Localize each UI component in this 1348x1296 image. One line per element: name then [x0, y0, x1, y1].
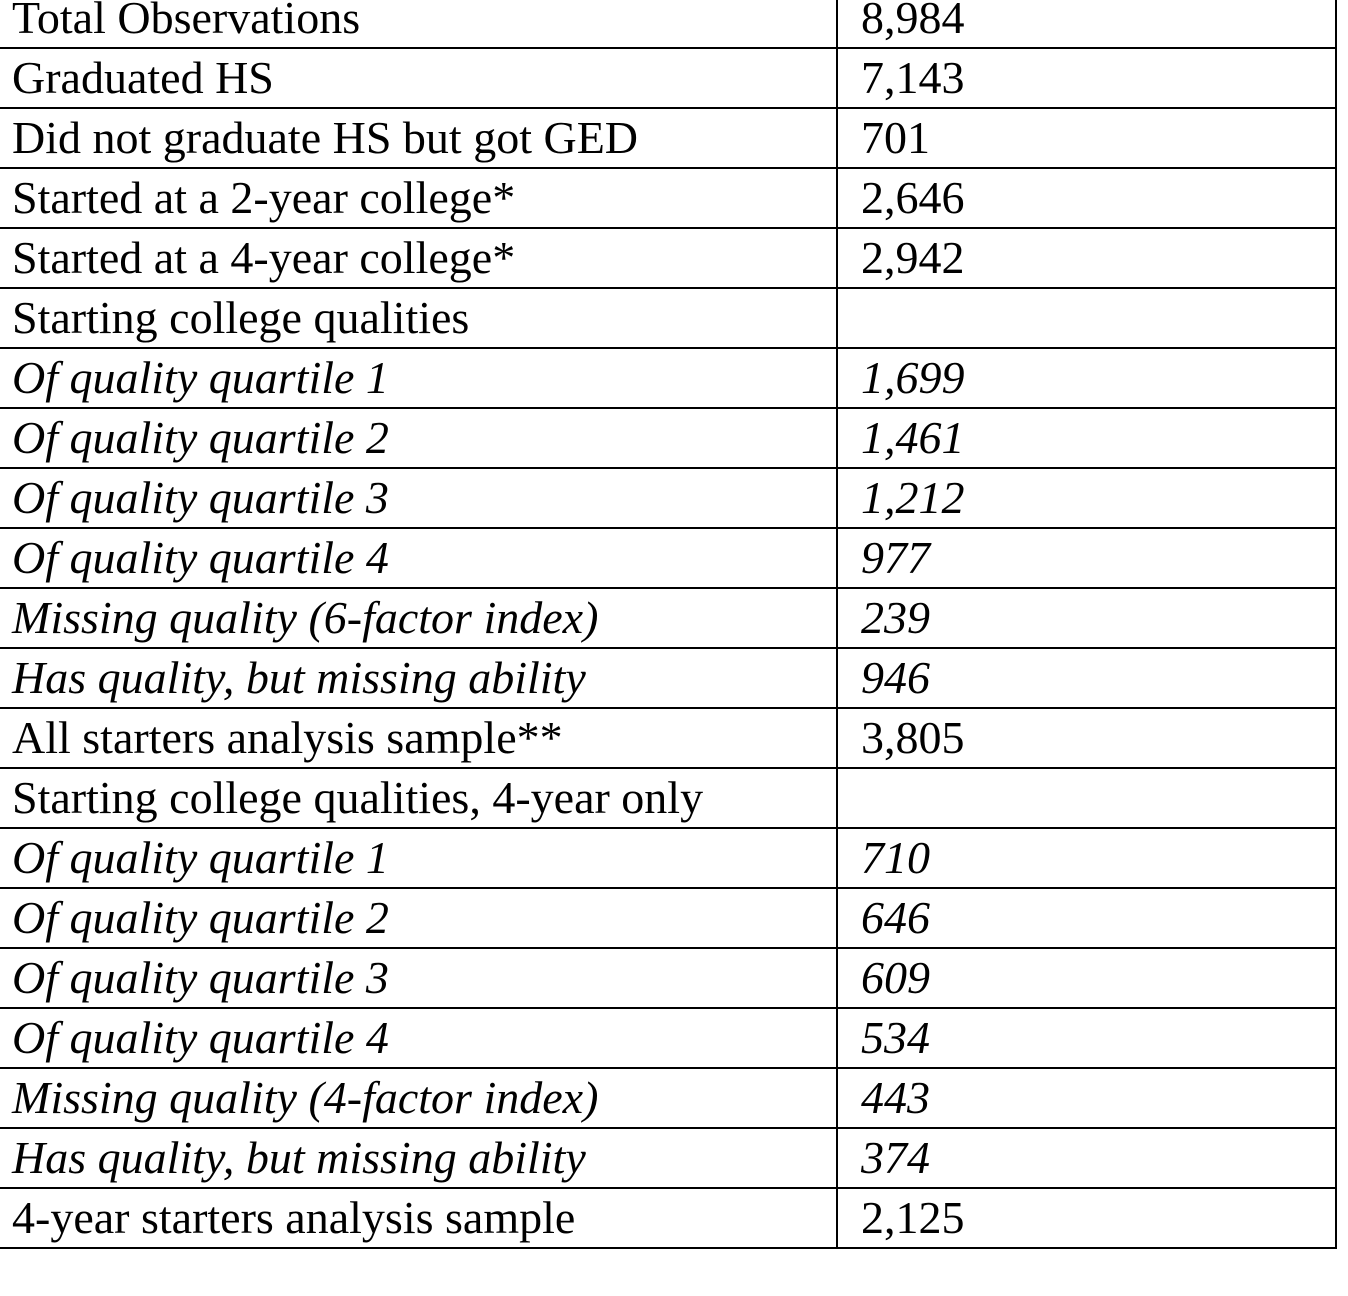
row-label: 4-year starters analysis sample: [0, 1188, 837, 1248]
row-value: 1,212: [837, 468, 1336, 528]
table-row: [0, 108, 1336, 168]
row-value: 2,125: [837, 1188, 1336, 1248]
row-label: Total Observations: [0, 0, 837, 48]
row-label: Has quality, but missing ability: [0, 1128, 837, 1188]
row-label: Of quality quartile 3: [0, 468, 837, 528]
table-row: [0, 1008, 1336, 1068]
table-row: [0, 48, 1336, 108]
row-label: Of quality quartile 3: [0, 948, 837, 1008]
table-row: [0, 948, 1336, 1008]
row-label: Started at a 2-year college*: [0, 168, 837, 228]
row-label: Missing quality (4-factor index): [0, 1068, 837, 1128]
row-label: Starting college qualities, 4-year only: [0, 768, 837, 828]
row-value: 8,984: [837, 0, 1336, 48]
row-value: 7,143: [837, 48, 1336, 108]
row-value: 534: [837, 1008, 1336, 1068]
row-value: 1,461: [837, 408, 1336, 468]
row-label: Of quality quartile 2: [0, 888, 837, 948]
table-row: [0, 348, 1336, 408]
table-row: [0, 288, 1336, 348]
row-value: [837, 288, 1336, 348]
table-row: [0, 828, 1336, 888]
table-row: [0, 1188, 1336, 1248]
row-value: 946: [837, 648, 1336, 708]
row-label: Starting college qualities: [0, 288, 837, 348]
table-row: [0, 1128, 1336, 1188]
row-label: Of quality quartile 4: [0, 1008, 837, 1068]
row-label: Of quality quartile 4: [0, 528, 837, 588]
row-label: Has quality, but missing ability: [0, 648, 837, 708]
table-row: [0, 168, 1336, 228]
row-label: Of quality quartile 1: [0, 828, 837, 888]
table-row: [0, 768, 1336, 828]
row-value: 374: [837, 1128, 1336, 1188]
row-value: 443: [837, 1068, 1336, 1128]
row-label: Of quality quartile 2: [0, 408, 837, 468]
row-value: [837, 768, 1336, 828]
row-label: Did not graduate HS but got GED: [0, 108, 837, 168]
row-value: 609: [837, 948, 1336, 1008]
row-value: 701: [837, 108, 1336, 168]
table-row: [0, 408, 1336, 468]
row-value: 239: [837, 588, 1336, 648]
table-row: [0, 888, 1336, 948]
row-label: All starters analysis sample**: [0, 708, 837, 768]
table-row: [0, 528, 1336, 588]
row-value: 977: [837, 528, 1336, 588]
row-value: 3,805: [837, 708, 1336, 768]
table-row: [0, 588, 1336, 648]
row-label: Missing quality (6-factor index): [0, 588, 837, 648]
table-row: [0, 228, 1336, 288]
row-value: 710: [837, 828, 1336, 888]
table-row: [0, 648, 1336, 708]
table-row: [0, 1068, 1336, 1128]
row-label: Graduated HS: [0, 48, 837, 108]
table-row: [0, 708, 1336, 768]
table-row: [0, 468, 1336, 528]
row-label: Started at a 4-year college*: [0, 228, 837, 288]
row-value: 646: [837, 888, 1336, 948]
row-label: Of quality quartile 1: [0, 348, 837, 408]
table-row: [0, 0, 1336, 48]
row-value: 1,699: [837, 348, 1336, 408]
row-value: 2,646: [837, 168, 1336, 228]
row-value: 2,942: [837, 228, 1336, 288]
